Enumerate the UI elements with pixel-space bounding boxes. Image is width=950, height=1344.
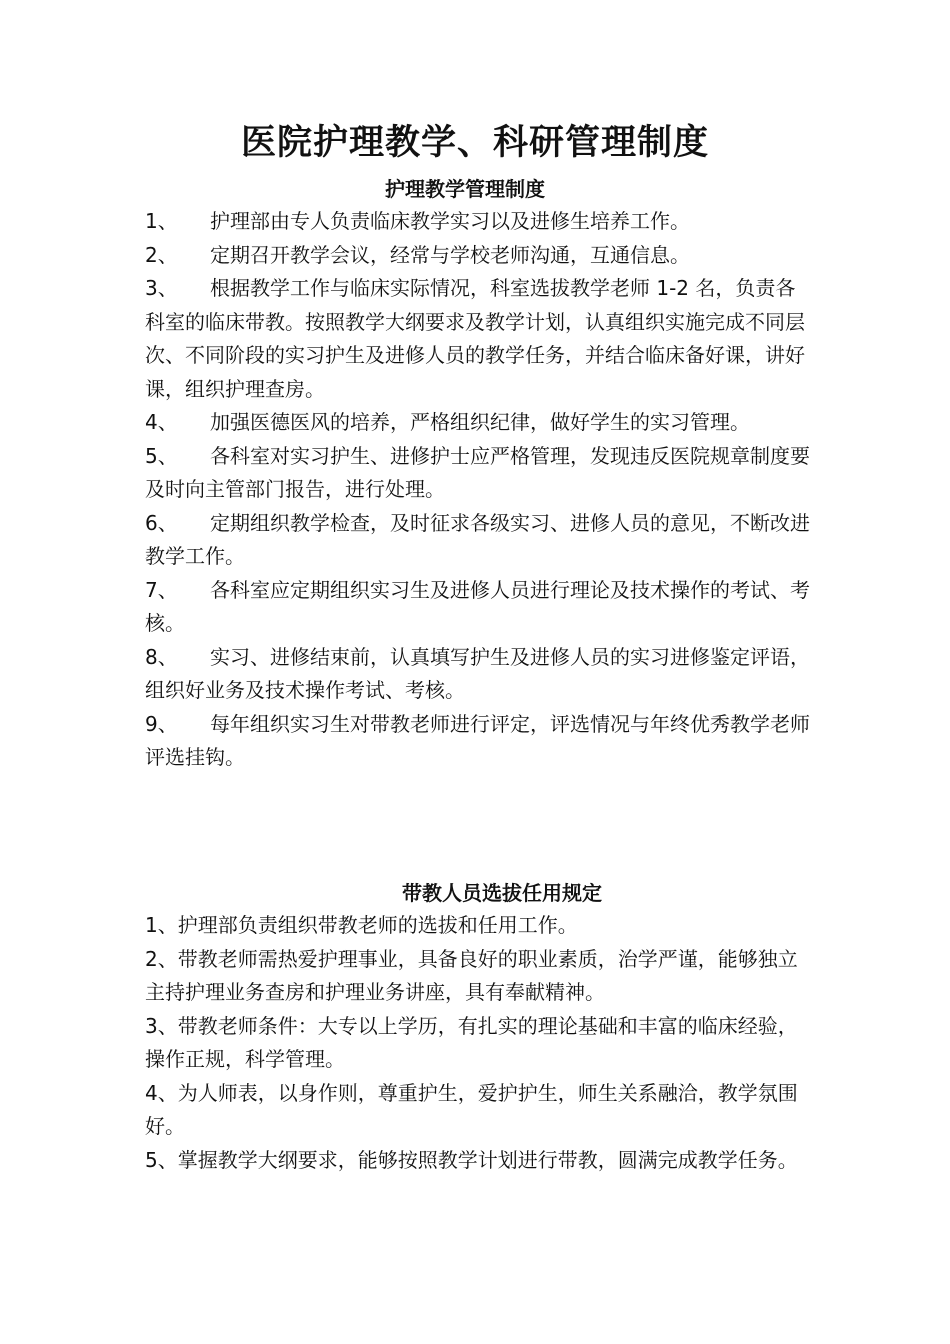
item-number: 1、: [145, 209, 178, 233]
item-text: 定期组织教学检查，及时征求各级实习、进修人员的意见，不断改进教学工作。: [145, 510, 810, 568]
item-number: 4、: [145, 1080, 178, 1105]
list-item: [145, 641, 815, 708]
item-text: 实习、进修结束前，认真填写护生及进修人员的实习进修鉴定评语，组织好业务及技术操作考试、考核。: [145, 644, 810, 702]
item-number: 3、: [145, 276, 178, 300]
item-text: 带教老师条件：大专以上学历，有扎实的理论基础和丰富的临床经验，操作正规，科学管理。: [145, 1013, 798, 1071]
item-number: 2、: [145, 946, 178, 971]
section-heading-teaching: 护理教学管理制度: [385, 177, 545, 201]
item-text: 每年组织实习生对带教老师进行评定，评选情况与年终优秀教学老师评选挂钩。: [145, 711, 810, 769]
item-number: 5、: [145, 443, 178, 468]
item-text: 护理部由专人负责临床教学实习以及进修生培养工作。: [210, 209, 690, 233]
item-text: 加强医德医风的培养，严格组织纪律，做好学生的实习管理。: [210, 410, 750, 434]
list-item: [145, 272, 815, 406]
list-item: [145, 943, 815, 1010]
item-number: 9、: [145, 711, 178, 736]
item-number: 6、: [145, 510, 178, 535]
list-item: [145, 205, 815, 239]
item-text: 为人师表，以身作则，尊重护生，爱护护生，师生关系融洽，教学氛围好。: [145, 1080, 798, 1138]
item-number: 7、: [145, 577, 178, 602]
item-text: 带教老师需热爱护理事业，具备良好的职业素质，治学严谨，能够独立主持护理业务查房和护理业务讲座，具有奉献精神。: [145, 946, 798, 1004]
item-number: 2、: [145, 242, 178, 267]
list-item: [145, 1144, 815, 1178]
item-number: 3、: [145, 1013, 178, 1038]
item-text: 各科室应定期组织实习生及进修人员进行理论及技术操作的考试、考核。: [145, 577, 810, 635]
document-title: 医院护理教学、科研管理制度: [240, 123, 709, 163]
list-item: [145, 507, 815, 574]
item-text: 各科室对实习护生、进修护士应严格管理，发现违反医院规章制度要及时向主管部门报告，进行处理。: [145, 443, 810, 501]
list-item: [145, 440, 815, 507]
list-item: [145, 239, 815, 273]
instructor-rules-list: [145, 909, 815, 1177]
item-text: 根据教学工作与临床实际情况，科室选拔教学老师 1-2 名，负责各科室的临床带教。按照教学大纲要求及教学计划，认真组织实施完成不同层次、不同阶段的实习护生及进修人员的教学任务，并结合临床备好课，讲好课，组织护理查房。: [145, 276, 805, 401]
item-number: 5、: [145, 1147, 178, 1172]
section-heading-instructor-selection: 带教人员选拔任用规定: [402, 881, 602, 905]
item-text: 护理部负责组织带教老师的选拔和任用工作。: [177, 913, 578, 937]
item-number: 4、: [145, 410, 178, 434]
item-number: 1、: [145, 913, 178, 937]
item-text: 定期召开教学会议，经常与学校老师沟通，互通信息。: [210, 242, 690, 267]
list-item: [145, 909, 815, 943]
item-text: 掌握教学大纲要求，能够按照教学计划进行带教，圆满完成教学任务。: [177, 1147, 798, 1172]
list-item: [145, 406, 815, 440]
list-item: [145, 1010, 815, 1077]
list-item: [145, 1077, 815, 1144]
item-number: 8、: [145, 644, 178, 669]
teaching-rules-list: [145, 205, 815, 775]
list-item: [145, 574, 815, 641]
list-item: [145, 708, 815, 775]
